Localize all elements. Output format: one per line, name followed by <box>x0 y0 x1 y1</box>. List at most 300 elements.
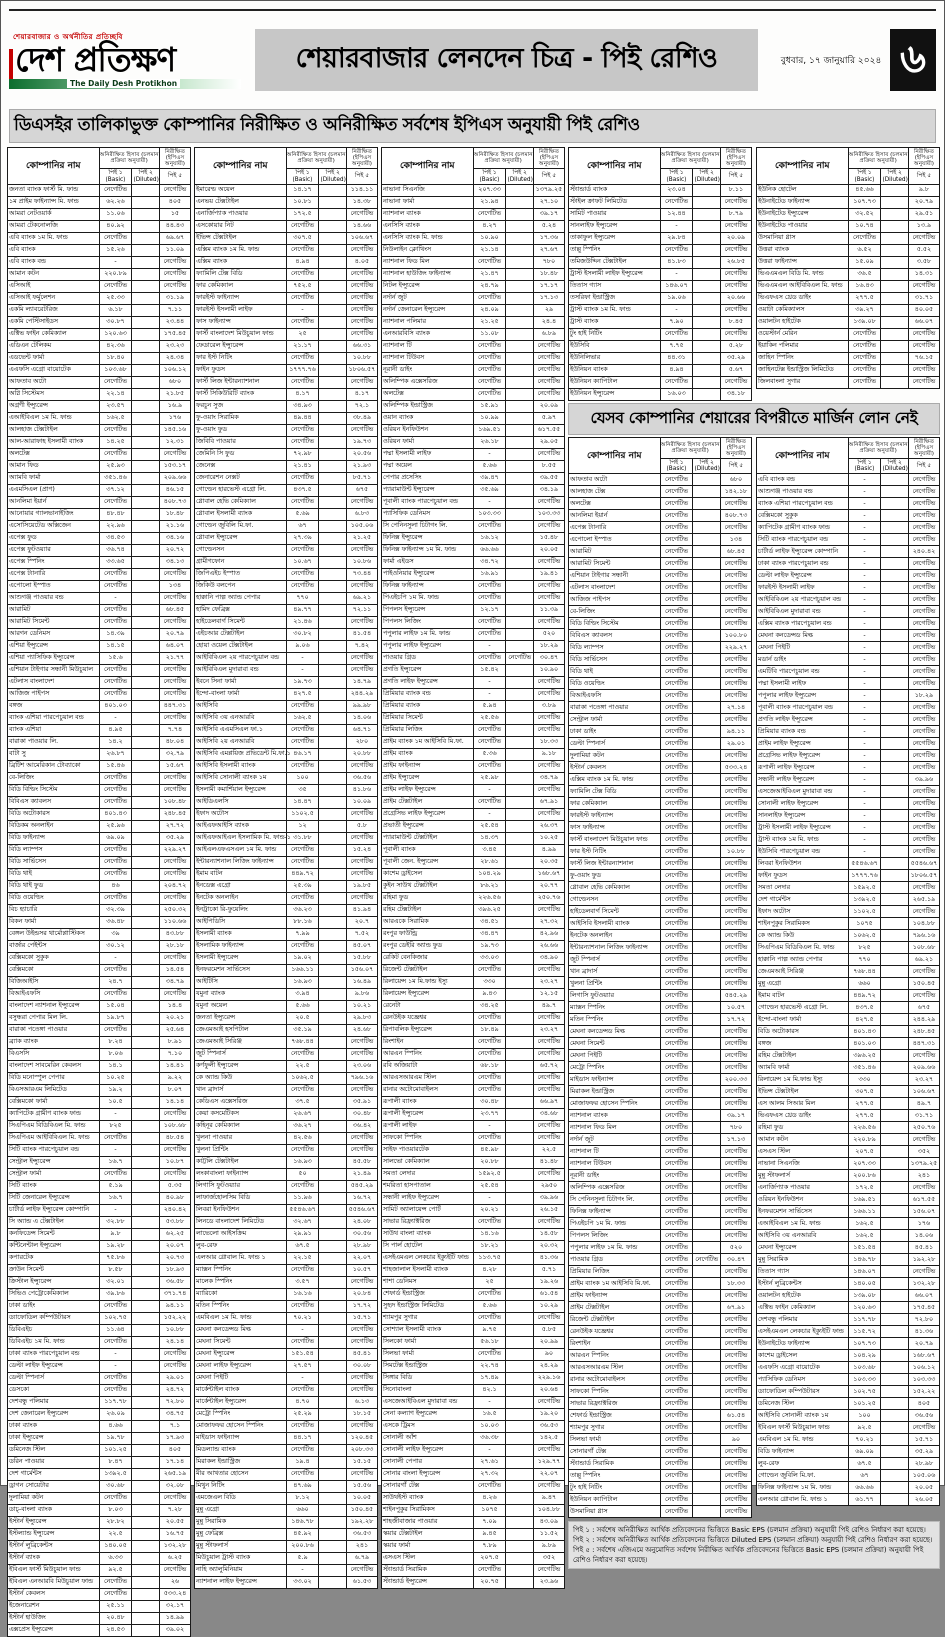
pe-value: নেগেটিভ <box>720 1494 751 1506</box>
table-row <box>757 534 940 546</box>
table-row <box>195 640 378 652</box>
pe-value: ৬.৮৯ <box>533 328 564 340</box>
pe-value: নেগেটিভ <box>473 1036 506 1048</box>
pe-value: নেগেটিভ <box>720 678 751 690</box>
company-name: ফারইস্ট ইসলামী লাইফ <box>195 304 287 316</box>
table-row <box>382 316 565 328</box>
pe-value: ২০.৬৪ <box>533 1384 564 1396</box>
pe-value: - <box>99 1108 132 1120</box>
pe-value: ২৫০.৭৬ <box>908 1122 939 1134</box>
pe-value <box>506 1084 533 1096</box>
pe-value: ৩৪.৫৩ <box>99 532 132 544</box>
table-row <box>757 1038 940 1050</box>
table-row <box>382 220 565 232</box>
company-name: ইউনিক হোটেল <box>757 184 849 196</box>
company-name: দেশ জেনারেল ইন্স্যুরেন্স <box>8 1408 100 1420</box>
table-row <box>8 772 191 784</box>
pe-value <box>881 834 908 846</box>
pe-value: ২৫ <box>286 328 319 340</box>
pe-value <box>319 940 346 952</box>
table-row <box>569 666 752 678</box>
pe-value: নেগেটিভ <box>908 678 939 690</box>
company-name: দেশ গার্মেন্টস <box>8 1468 100 1480</box>
company-name: এপোলো ইস্পাত <box>8 580 100 592</box>
pe-value <box>132 1180 159 1192</box>
pe-value: ৯.৮ <box>99 1228 132 1240</box>
pe-value <box>881 738 908 750</box>
pe-value: নেগেটিভ <box>720 750 751 762</box>
table-row <box>757 942 940 954</box>
company-name: লুব-রেফ <box>757 1458 849 1470</box>
table-row <box>569 1242 752 1254</box>
table-row <box>195 1432 378 1444</box>
company-name: ফার ইস্ট নিটিং <box>569 846 661 858</box>
pe-value: ২১.১৬ <box>159 520 190 532</box>
pe-value: - <box>848 714 881 726</box>
pe-value <box>693 1458 720 1470</box>
pe-value <box>132 1288 159 1300</box>
company-name: আইবিবিএল মুদারাবা বন্ড <box>195 664 287 676</box>
pe-value: নেগেটিভ <box>346 376 377 388</box>
company-name: সাইফ পাওয়ারটেক <box>382 1144 474 1156</box>
company-name: মিডল্যান্ড ব্যাংক <box>195 1444 287 1456</box>
company-name: বিডি ওয়েল্ডিং <box>569 678 661 690</box>
table-row <box>757 1014 940 1026</box>
table-row <box>569 990 752 1002</box>
pe-value <box>693 1494 720 1506</box>
pe-value: ৩০.১২ <box>99 940 132 952</box>
pe-value <box>319 1276 346 1288</box>
pe-value <box>506 1564 533 1576</box>
pe-value: ২০.৭৭ <box>533 880 564 892</box>
pe-value <box>319 892 346 904</box>
table-row <box>8 928 191 940</box>
pe-value: ১৬.৭২ <box>346 1192 377 1204</box>
company-name: ডেল্টা লাইফ ইন্স্যুরেন্স <box>757 570 849 582</box>
company-name: ইউনাইটেড পাওয়ার <box>757 220 849 232</box>
pe-value: ৩৯.৯৬ <box>908 774 939 786</box>
pe-value: - <box>848 822 881 834</box>
pe-value <box>506 868 533 880</box>
pe-value: ৬.৩৩ <box>99 1552 132 1564</box>
pe-value: ৬৭.৯১ <box>720 1302 751 1314</box>
pe-value: ১৭.৭২ <box>346 1300 377 1312</box>
pe-value <box>132 1600 159 1612</box>
pe-value: নেগেটিভ <box>660 558 693 570</box>
pe-value: ১৫.৪৮ <box>533 532 564 544</box>
company-name: ফিনিক্স ইন্স্যুরেন্স <box>382 532 474 544</box>
table-row <box>757 1194 940 1206</box>
pe-value <box>881 1314 908 1326</box>
pe-value: নেগেটিভ <box>473 1312 506 1324</box>
company-name: হাক্কানি পাল্প অ্যান্ড পেপার <box>195 592 287 604</box>
pe-value <box>132 820 159 832</box>
company-name: বিডি সার্ভিসেস <box>569 654 661 666</box>
company-name: জেমিনি সি ফুড <box>195 448 287 460</box>
pe-value <box>319 604 346 616</box>
pe-value: ১৬.৯৩ <box>286 1156 319 1168</box>
company-name: ১ম প্রাইম ফাইন্যান্স মি. ফান্ড <box>8 196 100 208</box>
pe-value: নেগেটিভ <box>660 954 693 966</box>
pe-value <box>506 472 533 484</box>
pe-value: নেগেটিভ <box>720 942 751 954</box>
company-name: বিএসআরএম লিমিটেড <box>8 1084 100 1096</box>
pe-value: নেগেটিভ <box>159 868 190 880</box>
table-row <box>195 268 378 280</box>
pe-value: নেগেটিভ <box>660 834 693 846</box>
company-name: এশিয়া ইন্স্যুরেন্স <box>8 640 100 652</box>
company-name: প্রাইম লাইফ ইন্স্যুরেন্স <box>757 738 849 750</box>
pe-value <box>693 858 720 870</box>
company-name: বেঙ্গল উইন্ডসর থার্মোপ্লাস্টিকস <box>8 928 100 940</box>
pe-value: নেগেটিভ <box>99 280 132 292</box>
table-row <box>382 1360 565 1372</box>
pe-value <box>506 1192 533 1204</box>
pe-value: নেগেটিভ <box>660 822 693 834</box>
table-row <box>195 1408 378 1420</box>
pe-value: ১৫১.৫৪ <box>286 1348 319 1360</box>
table-row <box>195 988 378 1000</box>
company-name: জাহিন স্পিনিং <box>757 352 849 364</box>
pe-value <box>132 1060 159 1072</box>
pe-value: নেগেটিভ <box>660 1410 693 1422</box>
table-row <box>757 1458 940 1470</box>
table-row <box>382 1324 565 1336</box>
company-name: ডেল্টা লাইফ ইন্স্যুরেন্স <box>8 1360 100 1372</box>
table-row <box>757 726 940 738</box>
pe-value: ১৪০.০৫ <box>99 1540 132 1552</box>
pe-value <box>693 1086 720 1098</box>
company-name: নাভানা ফার্মা <box>382 196 474 208</box>
company-name: পূবালী ব্যাংক পারপেচুয়াল বন্ড <box>382 496 474 508</box>
pe-value: নেগেটিভ <box>848 328 881 340</box>
table-row <box>195 472 378 484</box>
pe-value: ৩০.০৮ <box>346 1360 377 1372</box>
table-row <box>195 688 378 700</box>
pe-value: - <box>848 582 881 594</box>
pe-value: ২৯.০৫ <box>533 436 564 448</box>
company-name: ইউনাইটেড ফাইন্যান্স <box>757 1338 849 1350</box>
company-name: বিডি সার্ভিসেস <box>8 856 100 868</box>
company-name: ফার্স্ট বাংলাদেশ মিউচুয়াল ফান্ড <box>569 834 661 846</box>
pe-value: ২৩.২৩ <box>159 340 190 352</box>
pe-value: ১০৪.৮৮ <box>533 1504 564 1516</box>
company-name: এক্সপ্রেস ইন্স্যুরেন্স <box>8 1624 100 1636</box>
pe-value <box>693 1446 720 1458</box>
pe-value <box>506 1252 533 1264</box>
pe-value: ৩০.৫৬ <box>346 1228 377 1240</box>
table-row <box>382 304 565 316</box>
pe-value <box>506 604 533 616</box>
table-row <box>757 1266 940 1278</box>
pe-value <box>506 1276 533 1288</box>
pe-value: ৪০১.০৩ <box>848 1038 881 1050</box>
pe-value <box>319 868 346 880</box>
pe-value: ৩৯.৫৫ <box>533 472 564 484</box>
company-name: সোনালী আঁশ <box>382 1432 474 1444</box>
table-row <box>195 844 378 856</box>
pe-value: নেগেটিভ <box>720 1386 751 1398</box>
table-row <box>569 388 752 400</box>
table-row <box>382 1492 565 1504</box>
pe-value: ২৪১ <box>346 1540 377 1552</box>
pe-value: ১০.০৯ <box>346 796 377 808</box>
pe-value <box>506 1372 533 1384</box>
table-row <box>569 678 752 690</box>
pe-value: ৩৬.২৩ <box>286 904 319 916</box>
pe-value <box>132 1264 159 1276</box>
pe-value: ৫.৯৪ <box>473 700 506 712</box>
company-name: হাইডেলবার্গ সিমেন্ট <box>195 616 287 628</box>
pe-value: নেগেটিভ <box>473 1216 506 1228</box>
pe-value: ৩৯.৮৬ <box>99 1288 132 1300</box>
company-name: শাশা ডেনিমস <box>382 1276 474 1288</box>
pe-value <box>132 1612 159 1624</box>
company-name: শাইনপুকুর সিরামিকস <box>757 918 849 930</box>
pe-value: নেগেটিভ <box>286 1336 319 1348</box>
pe-value: ১৪.৪১ <box>159 1060 190 1072</box>
table-row <box>757 1470 940 1482</box>
company-name: ইনটেক অনলাইন <box>195 892 287 904</box>
table-row <box>8 892 191 904</box>
company-name: কর্ণফুলী ইন্স্যুরেন্স <box>195 1060 287 1072</box>
company-name: গ্রামীণফোন <box>195 556 287 568</box>
company-name: লিবরা ইনফিউশন <box>757 858 849 870</box>
pe-value <box>506 712 533 724</box>
pe-value <box>319 916 346 928</box>
table-row <box>757 990 940 1002</box>
company-name: মীর আখতার হোসেন <box>195 1468 287 1480</box>
table-row <box>569 1302 752 1314</box>
company-name: প্রিমিয়ার ব্যাংক বন্ড <box>382 688 474 700</box>
pe-value: ২৮.১৮ <box>159 940 190 952</box>
pe-value: ৯০ <box>533 1348 564 1360</box>
pe1-header: পিই ১ (Basic) <box>848 459 881 474</box>
pe-value <box>881 702 908 714</box>
table-row <box>382 1276 565 1288</box>
company-name: এআইবিএল ১ম মি. ফান্ড <box>8 412 100 424</box>
pe-value: ১৫.২৪ <box>346 844 377 856</box>
company-name: বিজিআইসি <box>8 976 100 988</box>
pe-value: ১৬৬.১১ <box>286 964 319 976</box>
pe-value <box>132 532 159 544</box>
company-name: মিরাকল ইন্ডাস্ট্রিজ <box>195 1456 287 1468</box>
pe-value: নেগেটিভ <box>908 232 939 244</box>
pe-value <box>319 796 346 808</box>
pe-value: ২৫.৩৯ <box>286 880 319 892</box>
table-row <box>382 772 565 784</box>
table-row <box>569 1158 752 1170</box>
table-row <box>569 1326 752 1338</box>
company-name: ডেল্টা স্পিনার্স <box>8 1372 100 1384</box>
pe-value: নেগেটিভ <box>660 1326 693 1338</box>
pe-value <box>319 1156 346 1168</box>
pe-value: ৩৪.৪৭ <box>473 928 506 940</box>
company-name: ইউনিয়ন ইন্স্যুরেন্স <box>569 388 661 400</box>
pe-value <box>319 1360 346 1372</box>
pe-value: ৩৫.৯১ <box>346 1096 377 1108</box>
company-name: কুইন সাউথ টেক্সটাইল <box>382 880 474 892</box>
company-name: মডার্ন ডাইং <box>757 654 849 666</box>
table-row <box>8 724 191 736</box>
table-row <box>569 558 752 570</box>
pe-value <box>881 1002 908 1014</box>
table-column-5 <box>756 147 940 389</box>
table-row <box>195 556 378 568</box>
pe-value: নেগেটিভ <box>908 906 939 918</box>
company-name: আইসিবি এমপ্লয়িজ প্রভিডেন্ট মি.ফা.১ <box>195 748 287 760</box>
pe-value: ১৪৬.৭৮ <box>848 1254 881 1266</box>
company-name: বিকন ফার্মা <box>8 916 100 928</box>
company-name: ইমাম বাটন <box>195 868 287 880</box>
pe-value: নেগেটিভ <box>346 1084 377 1096</box>
pe-value: নেগেটিভ <box>159 856 190 868</box>
pe-value <box>506 916 533 928</box>
pe-value <box>132 484 159 496</box>
table-row <box>757 690 940 702</box>
footnote-pe2: পিই ২ : সর্বশেষ অনিরীক্ষিত আর্থিক প্রতিবেদনের ভিত্তিতে Diluted EPS (চলমান প্রক্রিয়া) অনুযায়ী পিই রেশিও নির্ধারণ করা হয়েছে। <box>573 1536 933 1545</box>
company-name: ইভিন্স টেক্সটাইল <box>757 1086 849 1098</box>
company-name: ইউনাইটেড ইন্স্যুরেন্স <box>757 208 849 220</box>
pe-value: - <box>473 1192 506 1204</box>
pe-value: - <box>286 1564 319 1576</box>
pe-value: ৬৭৫ <box>908 1002 939 1014</box>
pe-value: নেগেটিভ <box>660 1098 693 1110</box>
pe-value: নেগেটিভ <box>660 1074 693 1086</box>
pe-value: ১৯২.২৮ <box>908 1254 939 1266</box>
pe-value: - <box>848 678 881 690</box>
company-name: প্রাইম ব্যাংক ১ম আইসিবি মি.ফা. <box>382 736 474 748</box>
pe-value <box>881 1338 908 1350</box>
pe-value: ১৭.১৭ <box>533 280 564 292</box>
company-name: ইস্টার্ন ব্যাংক <box>8 1552 100 1564</box>
pe-value: নেগেটিভ <box>660 328 693 340</box>
pe-value: ৬১.৫৩ <box>346 1576 377 1588</box>
pe1-header: পিই ১ (Basic) <box>660 459 693 474</box>
company-name: রিপাবলিক ইন্স্যুরেন্স <box>382 1024 474 1036</box>
pe-value: ১৯.০২ <box>286 952 319 964</box>
company-name: উত্তরা ব্যাংক <box>757 244 849 256</box>
pe-value <box>319 508 346 520</box>
company-name: আজিজ পাইপস <box>569 594 661 606</box>
table-row <box>757 954 940 966</box>
pe-value: ১০৫.০৬ <box>908 1470 939 1482</box>
company-name: ইনডেক্স এগ্রো <box>195 880 287 892</box>
table-row <box>8 820 191 832</box>
table-row <box>195 184 378 196</box>
pe-value: নেগেটিভ <box>473 1564 506 1576</box>
pe-value: ১৯.২৮ <box>99 1240 132 1252</box>
pe-value: নেগেটিভ <box>720 822 751 834</box>
table-row <box>757 340 940 352</box>
pe-value: - <box>848 546 881 558</box>
company-name: মিথুন নিটিং <box>195 1480 287 1492</box>
pe-value <box>319 436 346 448</box>
table-row <box>195 1288 378 1300</box>
company-name: বিআইএফসি <box>8 988 100 1000</box>
company-name: পপুলার লাইফ ১ম মি. ফান্ড <box>569 1242 661 1254</box>
table-row <box>569 822 752 834</box>
pe-value: ৬৬.৬৬ <box>848 1482 881 1494</box>
table-row <box>569 1434 752 1446</box>
pe-value <box>506 316 533 328</box>
table-row <box>195 220 378 232</box>
pe-value <box>881 990 908 1002</box>
table-row <box>8 700 191 712</box>
pe-value: ৫২০ <box>533 628 564 640</box>
pe-value <box>319 1204 346 1216</box>
pe-value <box>693 1122 720 1134</box>
company-name: ডমিনেজ স্টিল <box>757 1398 849 1410</box>
pe-value: নেগেটিভ <box>346 424 377 436</box>
pe-value <box>693 304 720 316</box>
table-row <box>8 208 191 220</box>
pe-value <box>693 1290 720 1302</box>
company-name: মুন্নু এগ্রো <box>195 1504 287 1516</box>
table-row <box>757 1338 940 1350</box>
table-row <box>8 1012 191 1024</box>
company-name: প্রাইম ইন্স্যুরেন্স <box>382 772 474 784</box>
pe-value: ২০.০৭ <box>159 1240 190 1252</box>
pe-value: ৩০.৮২ <box>286 628 319 640</box>
pe-value: - <box>848 774 881 786</box>
company-name: বিচ হ্যাচারি <box>8 904 100 916</box>
pe-value: ১৫.৪৬ <box>99 760 132 772</box>
table-row <box>757 304 940 316</box>
pe-value <box>506 424 533 436</box>
table-row <box>8 1060 191 1072</box>
company-name: ফু-ওয়াং ফুড <box>195 424 287 436</box>
pe-value: ১৮.১৫ <box>346 1408 377 1420</box>
company-name: সিএপিএম বিডিবিএল মি. ফান্ড <box>757 942 849 954</box>
pe-value: ৩৩.০২ <box>286 1576 319 1588</box>
table-row <box>195 1216 378 1228</box>
table-row <box>8 916 191 928</box>
table-row <box>195 1252 378 1264</box>
pe-value: ১৫৬.০৭ <box>346 964 377 976</box>
pe-value: নেগেটিভ <box>533 904 564 916</box>
table-row <box>8 1252 191 1264</box>
pe-value: - <box>848 666 881 678</box>
pe-value: নেগেটিভ <box>720 954 751 966</box>
pe-value: নেগেটিভ <box>346 304 377 316</box>
pe-value: ২০.৭৫ <box>473 1576 506 1588</box>
pe-value <box>319 532 346 544</box>
pe-value: ২৭.৭২ <box>159 820 190 832</box>
pe-value: নেগেটিভ <box>660 1122 693 1134</box>
pe-value <box>881 822 908 834</box>
pe-value: নেগেটিভ <box>286 1144 319 1156</box>
pe-value: ২৮.৮২ <box>99 1516 132 1528</box>
company-name: রেকিট বেনকিজার <box>382 952 474 964</box>
pe-value <box>693 208 720 220</box>
table-row <box>382 1264 565 1276</box>
pe-value <box>319 784 346 796</box>
pe-value: নেগেটিভ <box>286 1420 319 1432</box>
company-name: অলটেক্স <box>569 498 661 510</box>
pe-value <box>132 1396 159 1408</box>
pe-value: নেগেটিভ <box>660 570 693 582</box>
pe-value <box>881 558 908 570</box>
table-row <box>382 232 565 244</box>
pe-value: ৪৯.৭৭ <box>286 604 319 616</box>
table-row <box>569 244 752 256</box>
company-name: মেঘনা কনডেন্সড মিল্ক <box>757 630 849 642</box>
pe-value: - <box>99 1144 132 1156</box>
company-name: গোল্ডেন হারভেস্ট এগ্রো লি. <box>757 1002 849 1014</box>
pe-value: ৭৫২.৫ <box>286 280 319 292</box>
company-name: ম্যাক্সন স্পিনিং <box>195 1264 287 1276</box>
